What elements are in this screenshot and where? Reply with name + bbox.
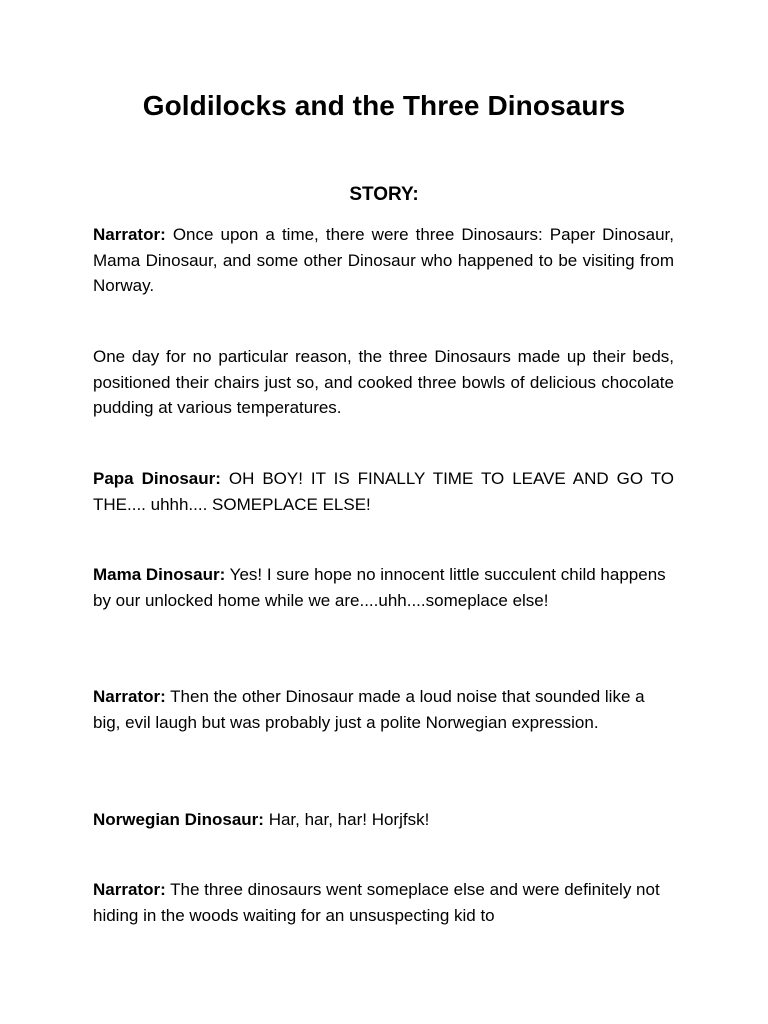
speaker-label: Mama Dinosaur: <box>93 565 226 584</box>
paragraph-text: The three dinosaurs went someplace else and were definitely not hiding in the woods waiting for an unsuspecting kid to <box>93 880 660 925</box>
speaker-label: Narrator: <box>93 225 166 244</box>
story-paragraph <box>93 562 674 613</box>
paragraph-text: Then the other Dinosaur made a loud noise that sounded like a big, evil laugh but was probably just a polite Norwegian expression. <box>93 687 645 732</box>
speaker-label: Papa Dinosaur: <box>93 469 221 488</box>
paragraph-text: Once upon a time, there were three Dinosaurs: Paper Dinosaur, Mama Dinosaur, and some other Dinosaur who happened to be visiting from Norway. <box>93 225 674 295</box>
paragraph-text: Yes! I sure hope no innocent little succulent child happens by our unlocked home while we are....uhh....someplace else! <box>93 565 666 610</box>
paragraph-text: Har, har, har! Horjfsk! <box>263 810 430 829</box>
speaker-label: Narrator: <box>93 880 166 899</box>
speaker-label: Norwegian Dinosaur: <box>93 810 264 829</box>
story-paragraph <box>93 807 674 833</box>
section-heading: STORY: <box>349 184 419 205</box>
story-paragraph <box>93 222 674 299</box>
story-paragraph <box>93 466 674 517</box>
story-paragraph <box>93 877 674 928</box>
paragraph-text: OH BOY! IT IS FINALLY TIME TO LEAVE AND GO TO THE.... uhhh.... SOMEPLACE ELSE! <box>93 469 674 514</box>
story-paragraph <box>93 684 674 735</box>
story-paragraph <box>93 344 674 421</box>
document-title: Goldilocks and the Three Dinosaurs <box>142 90 626 121</box>
paragraph-text: One day for no particular reason, the three Dinosaurs made up their beds, positioned their chairs just so, and cooked three bowls of delicious chocolate pudding at various temperatures. <box>93 347 674 417</box>
speaker-label: Narrator: <box>93 687 166 706</box>
